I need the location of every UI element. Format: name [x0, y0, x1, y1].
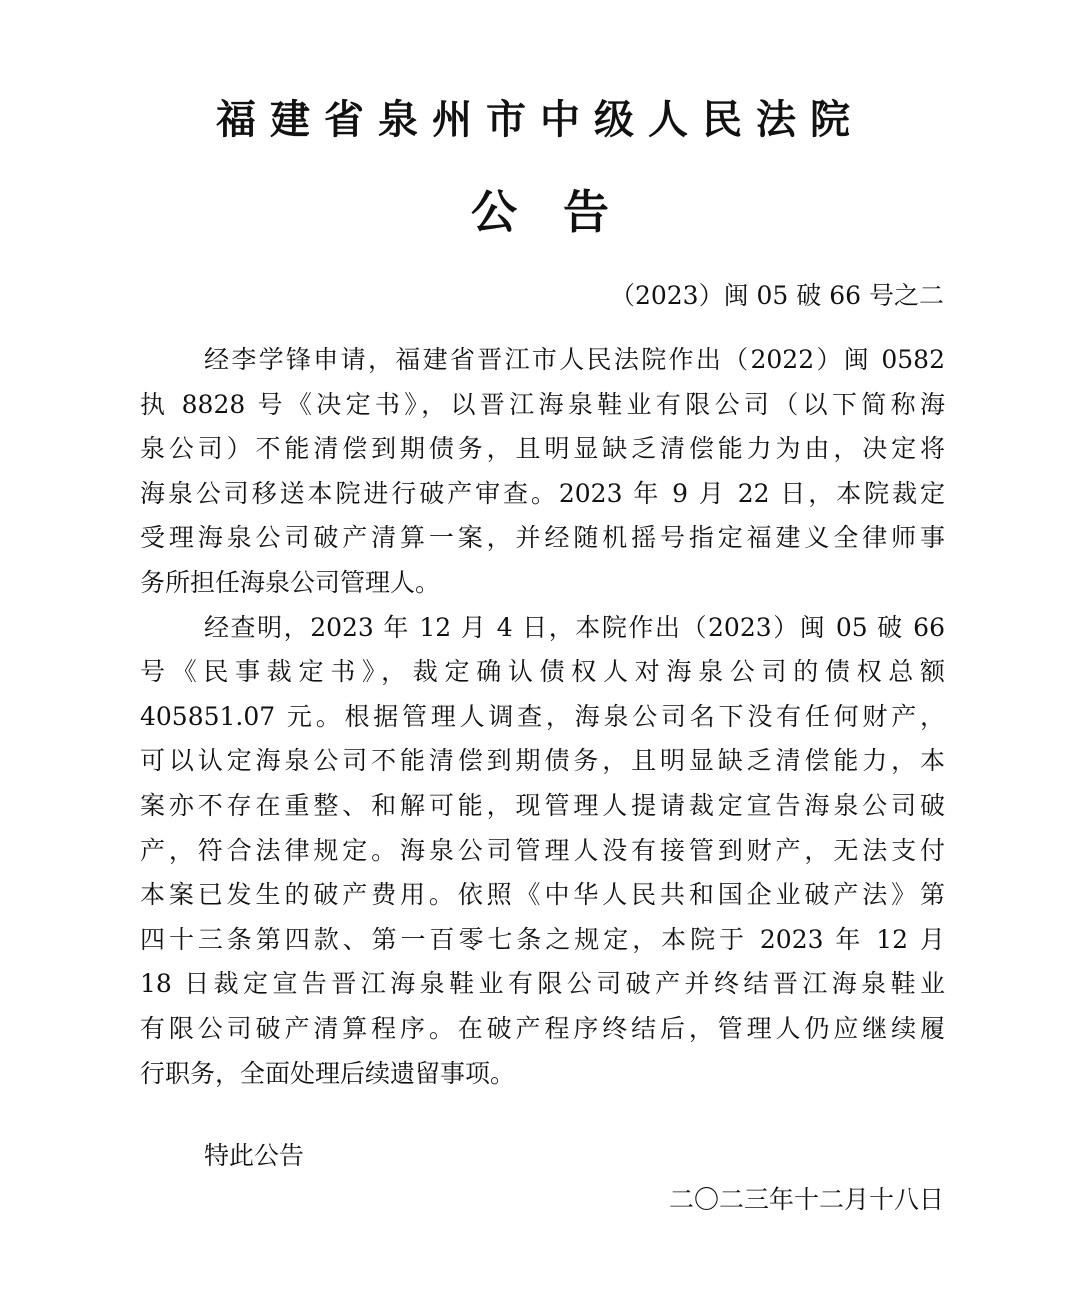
paragraph-line: 案亦不存在重整、和解可能，现管理人提请裁定宣告海泉公司破 [140, 790, 945, 820]
paragraph-line: 四十三条第四款、第一百零七条之规定，本院于 2023 年 12 月 [140, 924, 945, 954]
court-name: 福建省泉州市中级人民法院 [216, 96, 864, 143]
document-date: 二〇二三年十二月十八日 [668, 1185, 944, 1214]
paragraph-line: 行职务，全面处理后续遗留事项。 [140, 1058, 516, 1088]
paragraph-line: 受理海泉公司破产清算一案，并经随机摇号指定福建义全律师事 [140, 523, 945, 553]
document-body [140, 338, 945, 1096]
closing-text: 特此公告 [204, 1141, 305, 1170]
paragraph-line: 可以认定海泉公司不能清偿到期债务，且明显缺乏清偿能力，本 [140, 746, 945, 776]
case-number: （2023）闽 05 破 66 号之二 [609, 281, 944, 310]
paragraph-line: 405851.07 元。根据管理人调查，海泉公司名下没有任何财产， [140, 701, 945, 731]
paragraph-line: 海泉公司移送本院进行破产审查。2023 年 9 月 22 日，本院裁定 [140, 478, 945, 508]
paragraph-line: 产，符合法律规定。海泉公司管理人没有接管到财产，无法支付 [140, 835, 945, 865]
paragraph-line: 18 日裁定宣告晋江海泉鞋业有限公司破产并终结晋江海泉鞋业 [140, 969, 945, 999]
paragraph-line: 经查明，2023 年 12 月 4 日，本院作出（2023）闽 05 破 66 [204, 612, 945, 642]
paragraph-line: 有限公司破产清算程序。在破产程序终结后，管理人仍应继续履 [140, 1013, 945, 1043]
paragraph-line: 经李学锋申请，福建省晋江市人民法院作出（2022）闽 0582 [204, 345, 945, 374]
paragraph-line: 执 8828 号《决定书》，以晋江海泉鞋业有限公司（以下简称海 [140, 389, 945, 419]
paragraph-line: 务所担任海泉公司管理人。 [140, 567, 441, 597]
document-title: 公告 [471, 185, 655, 239]
paragraph-line: 号《民事裁定书》，裁定确认债权人对海泉公司的债权总额 [140, 657, 945, 687]
paragraph-line: 泉公司）不能清偿到期债务，且明显缺乏清偿能力为由，决定将 [140, 434, 945, 464]
paragraph-line: 本案已发生的破产费用。依照《中华人民共和国企业破产法》第 [140, 880, 945, 910]
